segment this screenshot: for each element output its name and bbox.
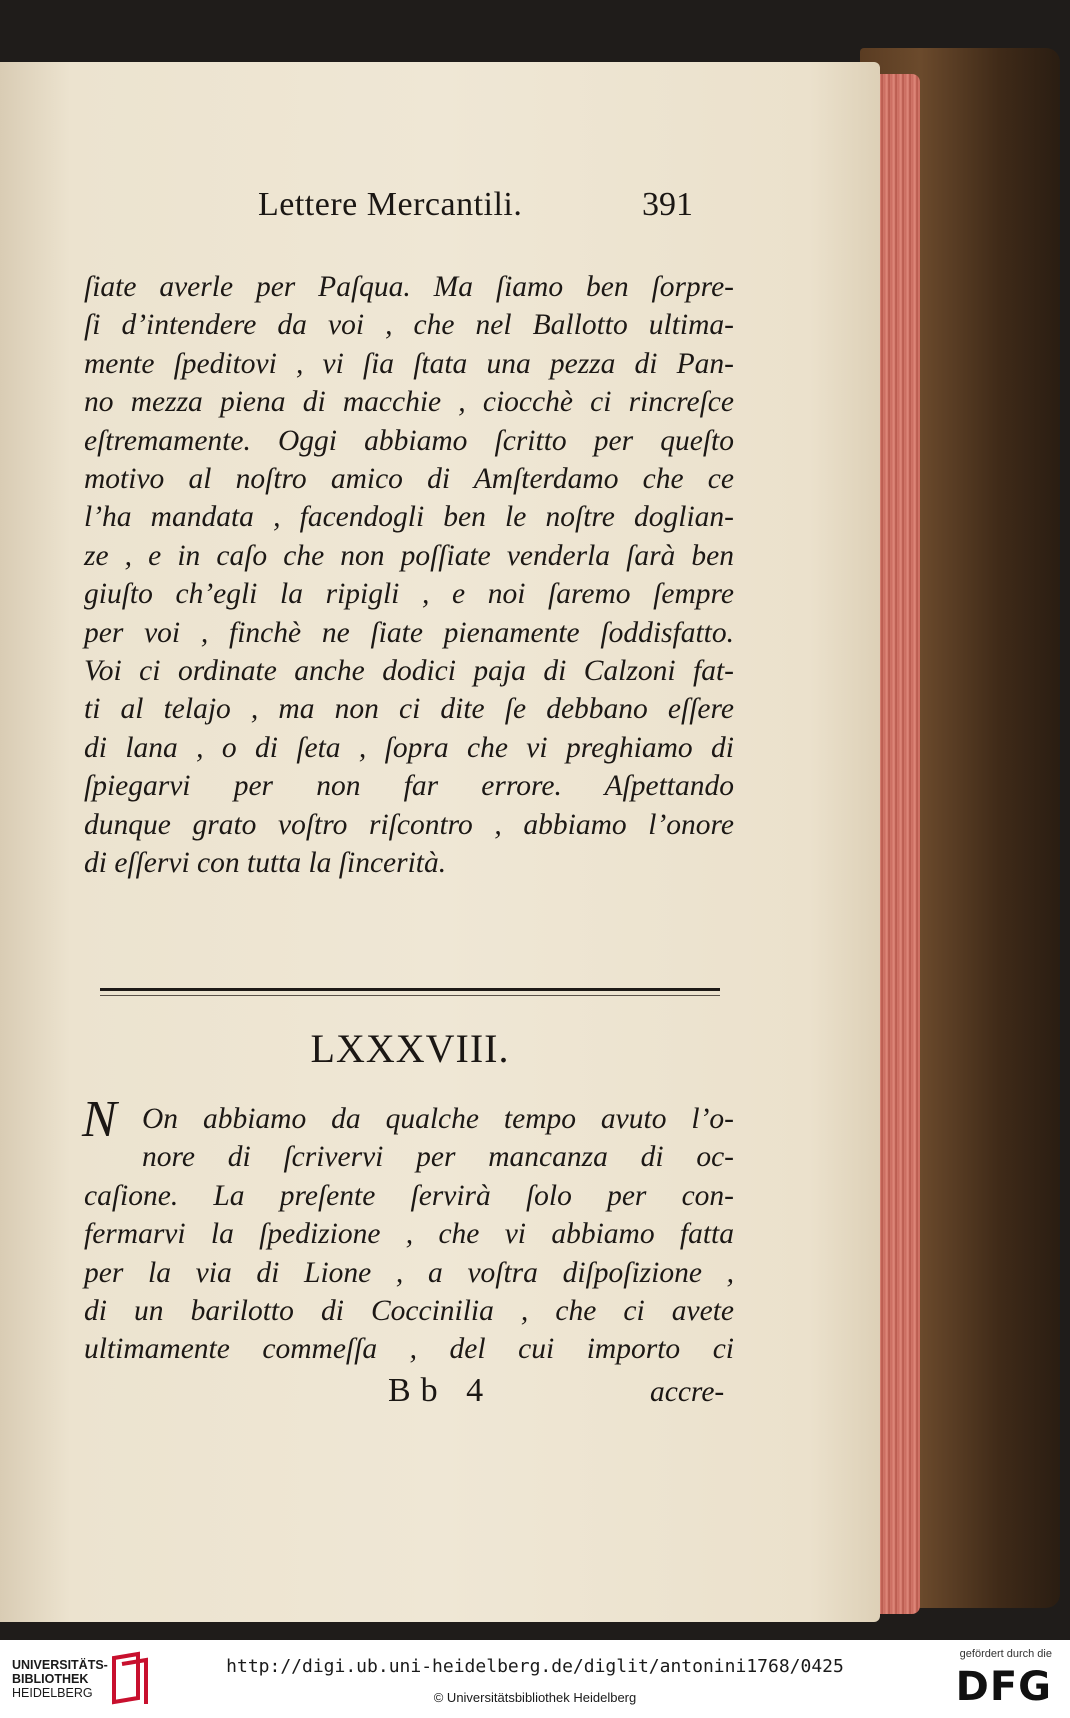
page-number: 391 xyxy=(642,186,693,223)
catchword: accre- xyxy=(650,1376,725,1408)
sponsor-note: gefördert durch die xyxy=(959,1648,1052,1660)
text-line: no mezza piena di macchie , ciocchè ci rincreſce xyxy=(84,386,734,419)
dfg-logo-icon: DFG xyxy=(955,1664,1052,1710)
paragraph-2 xyxy=(84,1100,734,1369)
text-line: On abbiamo da qualche tempo avuto l’o- xyxy=(142,1103,734,1135)
text-line: Voi ci ordinate anche dodici paja di Calzoni fat- xyxy=(84,655,734,688)
text-line: ſpiegarvi per non far errore. Aſpettando xyxy=(84,770,734,803)
text-line: per voi , finchè ne ſiate pienamente ſoddisfatto. xyxy=(84,616,734,649)
text-line: ze , e in caſo che non poſſiate venderla ſarà ben xyxy=(84,539,734,572)
text-line: dunque grato voſtro riſcontro , abbiamo l’onore xyxy=(84,808,734,841)
text-line: ti al telajo , ma non ci dite ſe debbano eſſere xyxy=(84,693,734,726)
paragraph-1 xyxy=(84,268,734,883)
library-name-line: UNIVERSITÄTS- xyxy=(12,1658,108,1672)
text-line: mente ſpeditovi , vi ſia ſtata una pezza di Pan- xyxy=(84,347,734,380)
text-line: ſiate averle per Paſqua. Ma ſiamo ben ſorpre- xyxy=(84,271,734,303)
copyright-notice: © Universitätsbibliothek Heidelberg xyxy=(433,1690,637,1705)
text-line: ultimamente commeſſa , del cui importo ci xyxy=(84,1333,734,1366)
signature-mark: Bb 4 xyxy=(388,1372,494,1409)
section-heading: LXXXVIII. xyxy=(310,1026,510,1071)
library-name-line: BIBLIOTHEK xyxy=(12,1672,89,1686)
text-line: fermarvi la ſpedizione , che vi abbiamo fatta xyxy=(84,1218,734,1251)
text-line: di lana , o di ſeta , ſopra che vi preghiamo di xyxy=(84,731,734,764)
text-line: ſi d’intendere da voi , che nel Ballotto ultima- xyxy=(84,309,734,342)
library-name-line: HEIDELBERG xyxy=(12,1686,93,1700)
permalink-url[interactable]: http://digi.ub.uni-heidelberg.de/diglit/antonini1768/0425 xyxy=(226,1656,844,1677)
text-line: giuſto ch’egli la ripigli , e noi ſaremo ſempre xyxy=(84,578,734,611)
text-line: eſtremamente. Oggi abbiamo ſcritto per queſto xyxy=(84,424,734,457)
text-line: nore di ſcrivervi per mancanza di oc- xyxy=(142,1141,734,1174)
text-line: l’ha mandata , facendogli ben le noſtre doglian- xyxy=(84,501,734,534)
section-divider-thin xyxy=(100,995,720,996)
initial-letter: N xyxy=(82,1091,117,1148)
text-line: di un barilotto di Coccinilia , che ci avete xyxy=(84,1295,734,1328)
viewer-footer xyxy=(0,1640,1070,1718)
section-divider xyxy=(100,988,720,991)
text-line: caſione. La preſente ſervirà ſolo per con- xyxy=(84,1179,734,1212)
text-line: motivo al noſtro amico di Amſterdamo che ce xyxy=(84,463,734,496)
text-line: per la via di Lione , a voſtra diſpoſizione , xyxy=(84,1256,734,1289)
text-line: di eſſervi con tutta la ſincerità. xyxy=(84,847,447,880)
running-head: Lettere Mercantili. xyxy=(258,186,523,223)
